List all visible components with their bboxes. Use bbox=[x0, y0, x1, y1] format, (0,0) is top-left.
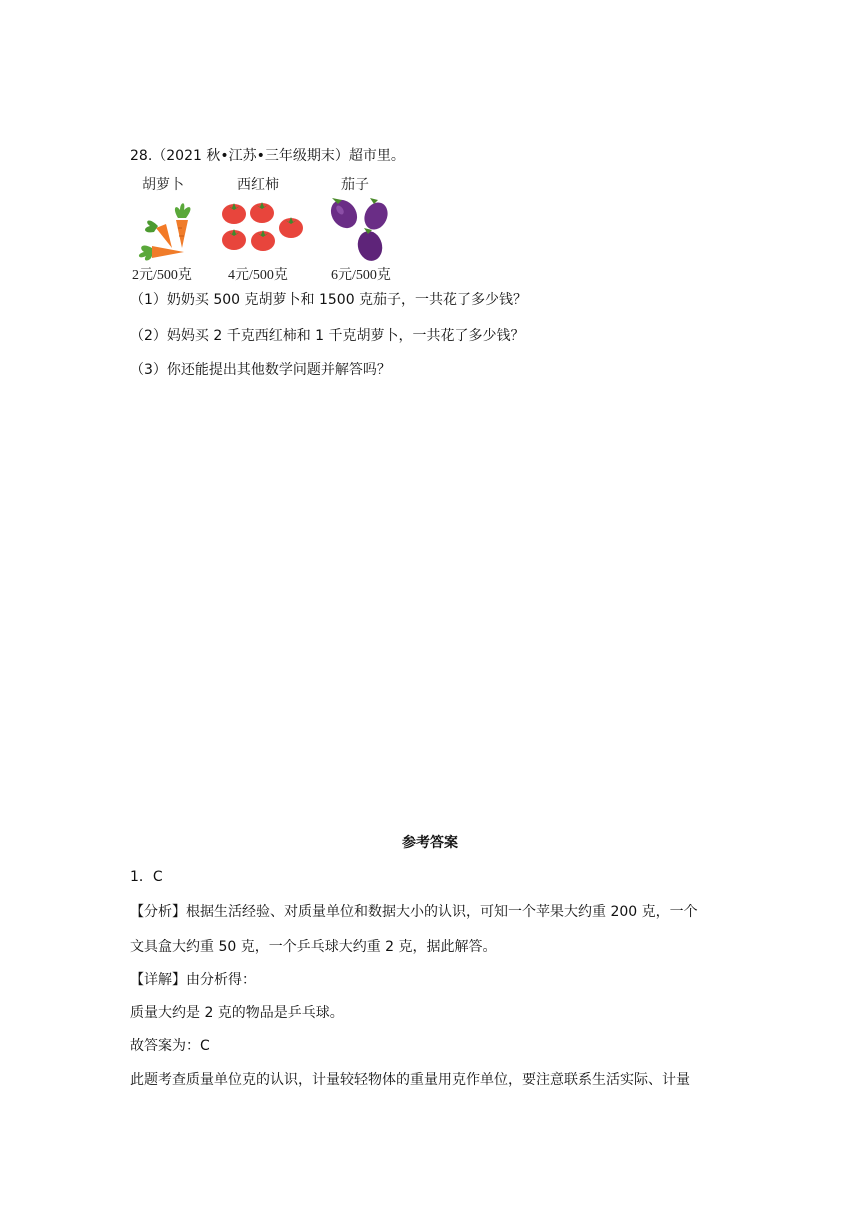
tomato-label: 西红柿 bbox=[237, 177, 279, 193]
eggplant-price: 6元/500克 bbox=[331, 268, 391, 283]
eggplant-icon bbox=[326, 194, 396, 264]
answers-title: 参考答案 bbox=[402, 835, 458, 851]
carrot-label: 胡萝卜 bbox=[142, 177, 184, 193]
carrot-price: 2元/500克 bbox=[132, 268, 192, 283]
eggplant-label: 茄子 bbox=[341, 177, 369, 193]
sub-question-2: （2）妈妈买 2 千克西红柿和 1 千克胡萝卜，一共花了多少钱？ bbox=[130, 328, 525, 344]
note: 此题考查质量单位克的认识，计量较轻物体的重量用克作单位，要注意联系生活实际、计量 bbox=[130, 1072, 690, 1088]
answer-1: 1．C bbox=[130, 869, 163, 885]
conclusion: 故答案为：C bbox=[130, 1038, 210, 1054]
analysis-line-2: 文具盒大约重 50 克，一个乒乓球大约重 2 克，据此解答。 bbox=[130, 939, 497, 955]
tomato-icon bbox=[218, 200, 308, 256]
tomato-price: 4元/500克 bbox=[228, 268, 288, 283]
detail-heading: 【详解】由分析得： bbox=[130, 972, 256, 988]
question-source: （2021 秋•江苏•三年级期末）超市里。 bbox=[152, 148, 405, 164]
question-header bbox=[130, 146, 405, 166]
sub-question-1: （1）奶奶买 500 克胡萝卜和 1500 克茄子，一共花了多少钱？ bbox=[130, 292, 528, 308]
carrot-icon bbox=[132, 198, 202, 262]
detail-text: 质量大约是 2 克的物品是乒乓球。 bbox=[130, 1005, 344, 1021]
question-number: 28. bbox=[130, 148, 153, 164]
analysis-line-1: 【分析】根据生活经验、对质量单位和数据大小的认识，可知一个苹果大约重 200 克，一个 bbox=[130, 904, 698, 920]
sub-question-3: （3）你还能提出其他数学问题并解答吗？ bbox=[130, 362, 391, 378]
